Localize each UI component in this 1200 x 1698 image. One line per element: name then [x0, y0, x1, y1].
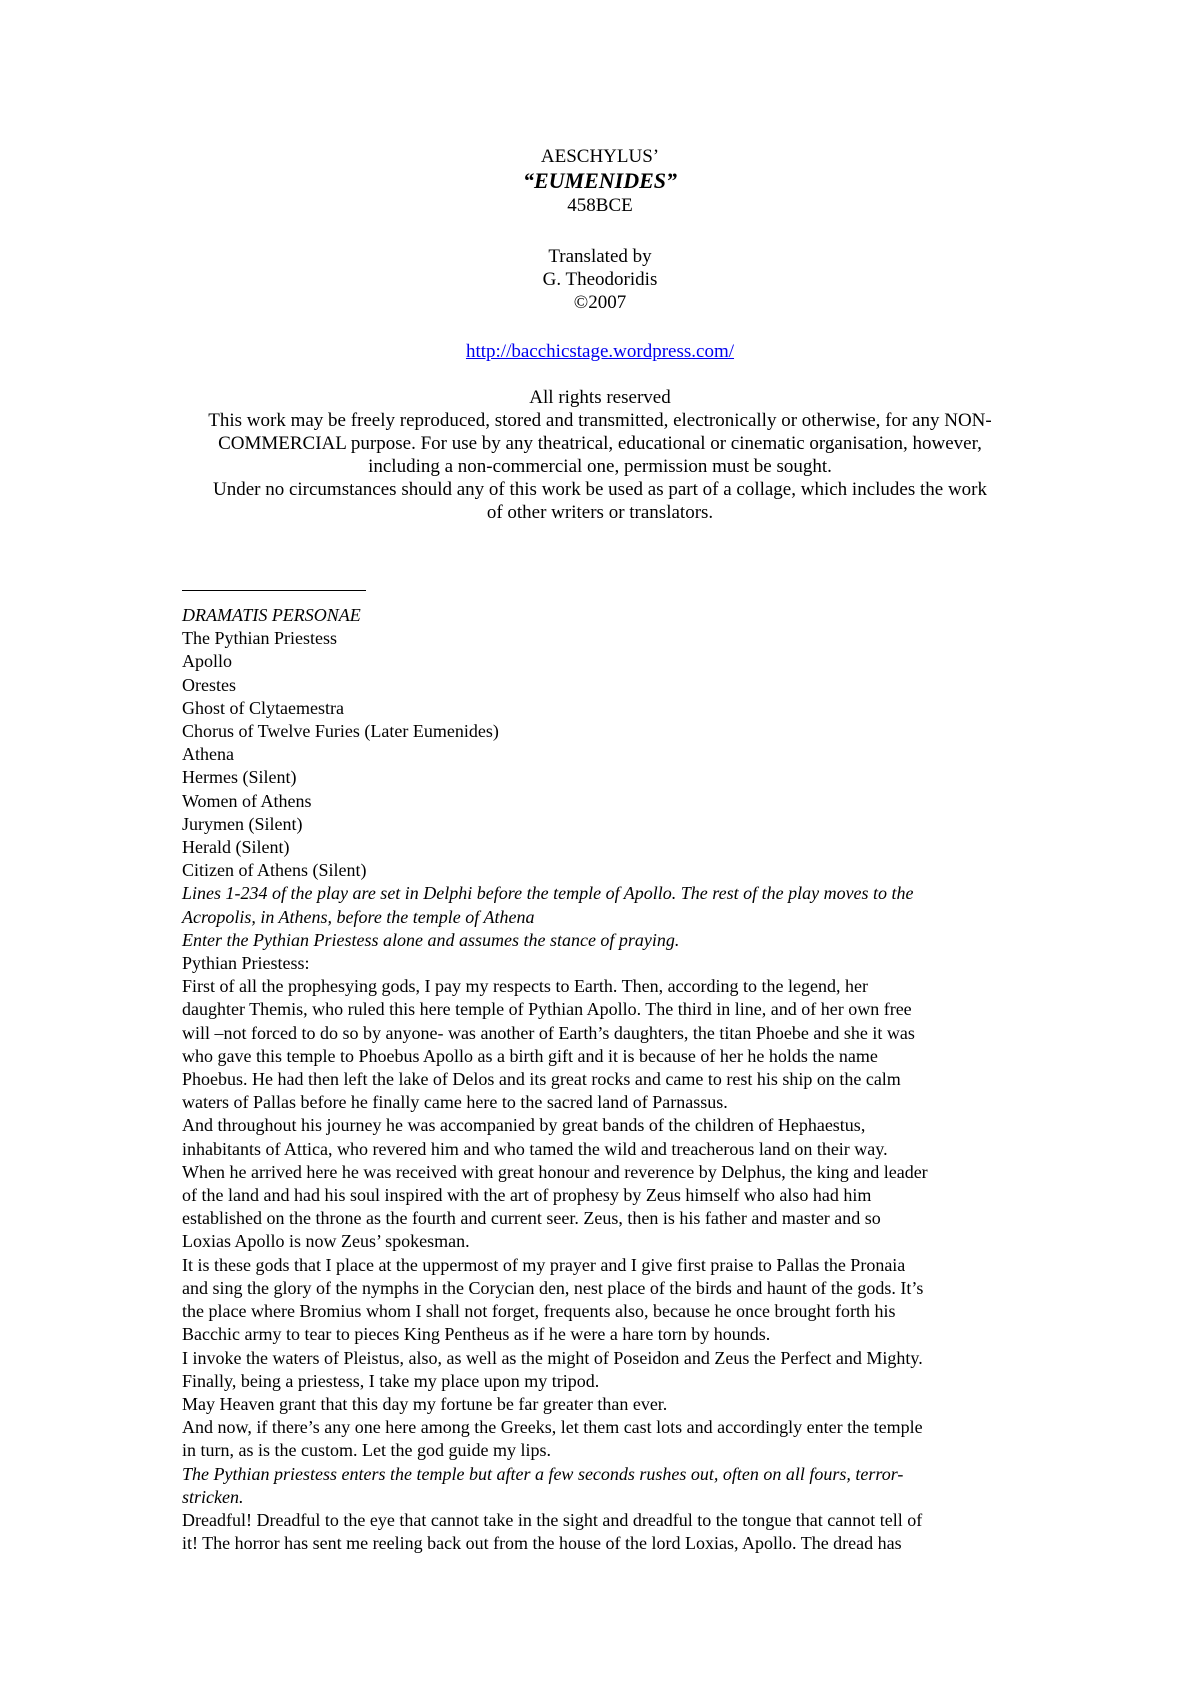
play-date: 458BCE	[567, 195, 633, 216]
speech-line: When he arrived here he was received with great honour and reverence by Delphus, the king and leader	[182, 1161, 928, 1182]
character-entry: Apollo	[182, 651, 233, 672]
dramatis-heading: DRAMATIS PERSONAE	[182, 605, 361, 625]
character-entry: Hermes (Silent)	[182, 767, 297, 788]
rights-heading: All rights reserved	[529, 387, 671, 408]
speech-line: of the land and had his soul inspired with the art of prophesy by Zeus himself who also had him	[182, 1185, 872, 1206]
translation-credit	[160, 245, 1040, 314]
character-entry: Citizen of Athens (Silent)	[182, 860, 367, 881]
speech-line: who gave this temple to Phoebus Apollo as a birth gift and it is because of her he holds the name	[182, 1045, 878, 1066]
character-entry: The Pythian Priestess	[182, 628, 337, 649]
character-entry: Ghost of Clytaemestra	[182, 697, 344, 718]
setting-direction: Acropolis, in Athens, before the temple of Athena	[182, 906, 535, 927]
speech-line: will –not forced to do so by anyone- was another of Earth’s daughters, the titan Phoebe and she it was	[182, 1022, 915, 1043]
website-link[interactable]: http://bacchicstage.wordpress.com/	[465, 341, 735, 362]
character-entry: Orestes	[182, 674, 236, 695]
speech-line: Dreadful! Dreadful to the eye that cannot take in the sight and dreadful to the tongue that cannot tell of	[182, 1509, 923, 1530]
speaker-name: Pythian Priestess:	[182, 953, 310, 974]
play-text	[182, 604, 1027, 1555]
character-entry: Chorus of Twelve Furies (Later Eumenides)	[182, 721, 499, 742]
url-block	[160, 340, 1040, 363]
speech-line: It is these gods that I place at the uppermost of my prayer and I give first praise to Pallas the Pronaia	[182, 1254, 906, 1275]
character-entry: Women of Athens	[182, 790, 312, 811]
rights-line: Under no circumstances should any of this work be used as part of a collage, which includes the work	[212, 479, 988, 500]
speech-line: And now, if there’s any one here among the Greeks, let them cast lots and accordingly enter the temple	[182, 1417, 923, 1438]
speech-line: Loxias Apollo is now Zeus’ spokesman.	[182, 1231, 470, 1252]
title-block	[160, 145, 1040, 217]
rights-line: of other writers or translators.	[486, 502, 714, 523]
rights-line: COMMERCIAL purpose. For use by any theatrical, educational or cinematic organisation, however,	[218, 433, 982, 454]
rights-line: including a non-commercial one, permission must be sought.	[368, 456, 832, 477]
speech-line: inhabitants of Attica, who revered him and who tamed the wild and treacherous land on their way.	[182, 1138, 888, 1159]
speech-line: Phoebus. He had then left the lake of Delos and its great rocks and came to rest his ship on the calm	[182, 1069, 901, 1090]
speech-line: and sing the glory of the nymphs in the Corycian den, nest place of the birds and haunt of the gods. It’s	[182, 1277, 924, 1298]
character-entry: Athena	[182, 744, 234, 765]
play-title: “EUMENIDES”	[522, 168, 678, 193]
speech-line: daughter Themis, who ruled this here temple of Pythian Apollo. The third in line, and of her own free	[182, 999, 912, 1020]
divider-rule	[182, 590, 366, 591]
character-entry: Jurymen (Silent)	[182, 813, 303, 834]
character-entry: Herald (Silent)	[182, 837, 290, 858]
speech-line: in turn, as is the custom. Let the god guide my lips.	[182, 1440, 551, 1461]
speech-line: established on the throne as the fourth and current seer. Zeus, then is his father and master and so	[182, 1208, 881, 1229]
speech-line: the place where Bromius whom I shall not forget, frequents also, because he once brought forth his	[182, 1301, 896, 1322]
copyright-year: ©2007	[573, 292, 627, 313]
speech-line: Finally, being a priestess, I take my place upon my tripod.	[182, 1370, 600, 1391]
rights-line: This work may be freely reproduced, stored and transmitted, electronically or otherwise, for any NON-	[208, 410, 992, 431]
speech-line: Bacchic army to tear to pieces King Pentheus as if he were a hare torn by hounds.	[182, 1324, 771, 1345]
author-name: AESCHYLUS’	[540, 146, 660, 167]
speech-line: May Heaven grant that this day my fortune be far greater than ever.	[182, 1393, 668, 1414]
entrance-direction: Enter the Pythian Priestess alone and assumes the stance of praying.	[182, 929, 680, 950]
translated-by: Translated by	[548, 246, 652, 267]
setting-direction: Lines 1-234 of the play are set in Delphi before the temple of Apollo. The rest of the play moves to the	[182, 883, 914, 904]
exit-direction: The Pythian priestess enters the temple but after a few seconds rushes out, often on all fours, terror-	[182, 1463, 904, 1484]
speech-line: it! The horror has sent me reeling back out from the house of the lord Loxias, Apollo. The dread has	[182, 1533, 902, 1554]
speech-line: waters of Pallas before he finally came here to the sacred land of Parnassus.	[182, 1092, 728, 1113]
rights-notice	[160, 386, 1040, 524]
exit-direction: stricken.	[182, 1486, 244, 1507]
speech-line: First of all the prophesying gods, I pay my respects to Earth. Then, according to the legend, her	[182, 976, 868, 997]
translator-name: G. Theodoridis	[542, 269, 658, 290]
speech-line: And throughout his journey he was accompanied by great bands of the children of Hephaestus,	[182, 1115, 866, 1136]
speech-line: I invoke the waters of Pleistus, also, as well as the might of Poseidon and Zeus the Perfect and Mighty.	[182, 1347, 923, 1368]
